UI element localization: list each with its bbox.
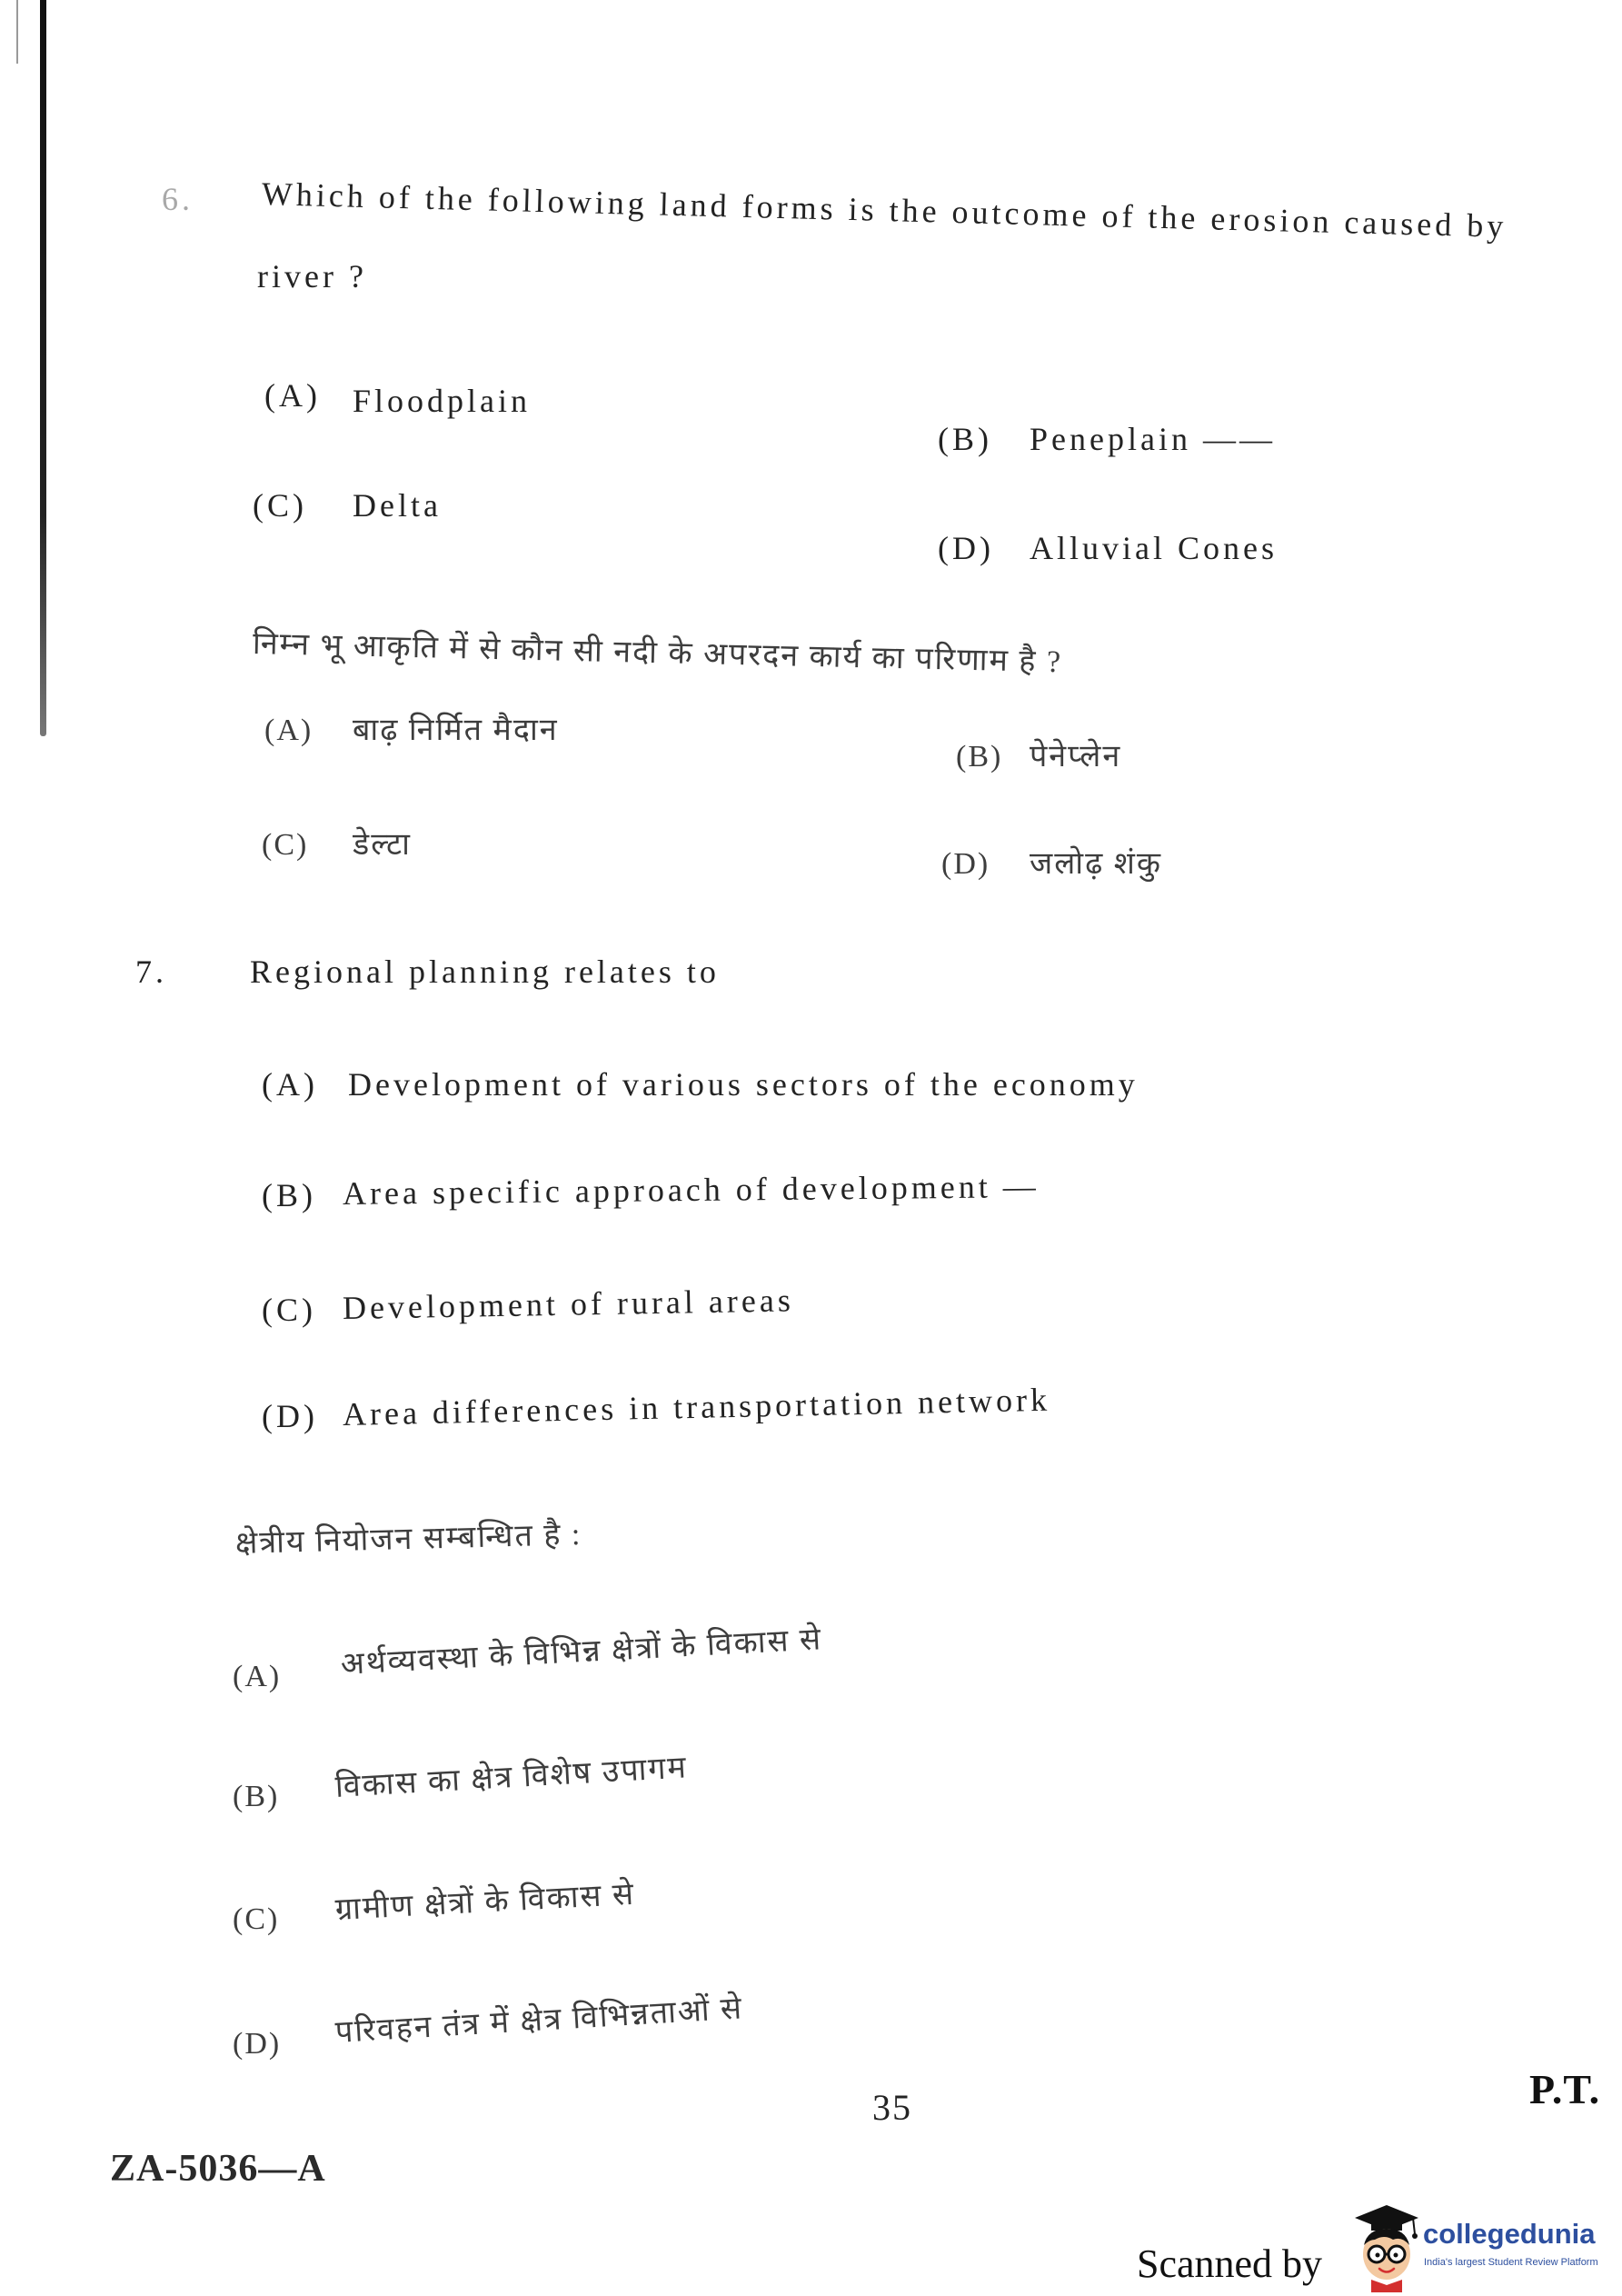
page-number: 35 — [872, 2087, 912, 2128]
question-7-hindi-option-c-text: ग्रामीण क्षेत्रों के विकास से — [334, 1877, 636, 1927]
question-7-hindi-option-d-text: परिवहन तंत्र में क्षेत्र विभिन्नताओं से — [333, 1992, 744, 2050]
please-turn-over-mark: P.T. — [1529, 2069, 1601, 2111]
question-6-option-a-text: Floodplain — [353, 383, 532, 419]
question-7-hindi-option-a-label: (A) — [233, 1660, 282, 1693]
question-7-option-d-label: (D) — [262, 1398, 318, 1434]
question-6-hindi-option-d-label: (D) — [941, 847, 990, 881]
brand-tagline: India's largest Student Review Platform — [1424, 2257, 1598, 2268]
question-6-option-c-text: Delta — [353, 487, 442, 524]
question-7-option-c-label: (C) — [262, 1292, 316, 1328]
question-6-hindi-option-d-text: जलोढ़ शंकु — [1030, 847, 1162, 881]
paper-code: ZA-5036—A — [110, 2148, 326, 2190]
question-7-stem: Regional planning relates to — [250, 953, 720, 990]
question-6-option-c-label: (C) — [253, 487, 307, 524]
question-7-number: 7. — [135, 953, 167, 990]
question-7-hindi-option-b-label: (B) — [233, 1780, 280, 1813]
question-7-hindi-option-b-text: विकास का क्षेत्र विशेष उपागम — [333, 1751, 689, 1804]
question-6-stem-line-1: Which of the following land forms is the outcome of the erosion caused by — [261, 175, 1508, 245]
question-6-number: 6. — [162, 181, 194, 217]
scan-edge-shadow — [40, 0, 46, 736]
question-6-option-d-label: (D) — [938, 530, 994, 566]
question-6-hindi-option-b-text: पेनेप्लेन — [1030, 740, 1122, 774]
question-6-option-d-text: Alluvial Cones — [1030, 530, 1278, 566]
question-6-hindi-option-b-label: (B) — [956, 740, 1003, 774]
question-6-option-b-label: (B) — [938, 421, 992, 457]
question-6-option-b-text: Peneplain —— — [1030, 421, 1276, 457]
question-7-option-c-text: Development of rural areas — [342, 1282, 795, 1326]
question-7-hindi-option-d-label: (D) — [233, 2027, 282, 2061]
question-7-option-a-text: Development of various sectors of the economy — [348, 1066, 1139, 1103]
student-mascot-icon — [1353, 2203, 1420, 2292]
question-6-option-a-label: (A) — [264, 377, 321, 414]
question-6-hindi-option-c-text: डेल्टा — [353, 828, 412, 862]
question-7-option-b-text: Area specific approach of development — — [342, 1167, 1040, 1212]
scanned-by-label: Scanned by — [1137, 2241, 1323, 2286]
question-7-hindi-option-c-label: (C) — [233, 1902, 280, 1936]
scan-edge-line — [16, 0, 18, 64]
question-7-option-a-label: (A) — [262, 1066, 318, 1103]
question-6-hindi-stem: निम्न भू आकृति में से कौन सी नदी के अपरदन कार्य का परिणाम है ? — [252, 627, 1063, 680]
question-7-hindi-option-a-text: अर्थव्यवस्था के विभिन्न क्षेत्रों के विकास से — [340, 1622, 823, 1682]
question-6-hindi-option-a-label: (A) — [264, 714, 313, 747]
brand-name: collegedunia — [1423, 2218, 1596, 2250]
question-7-option-b-label: (B) — [262, 1177, 316, 1213]
question-6-hindi-option-a-text: बाढ़ निर्मित मैदान — [353, 714, 559, 747]
question-7-option-d-text: Area differences in transportation network — [342, 1381, 1051, 1433]
question-6-stem-line-2: river ? — [257, 258, 367, 294]
question-7-hindi-stem: क्षेत्रीय नियोजन सम्बन्धित है : — [234, 1518, 582, 1561]
question-6-hindi-option-c-label: (C) — [262, 828, 309, 862]
